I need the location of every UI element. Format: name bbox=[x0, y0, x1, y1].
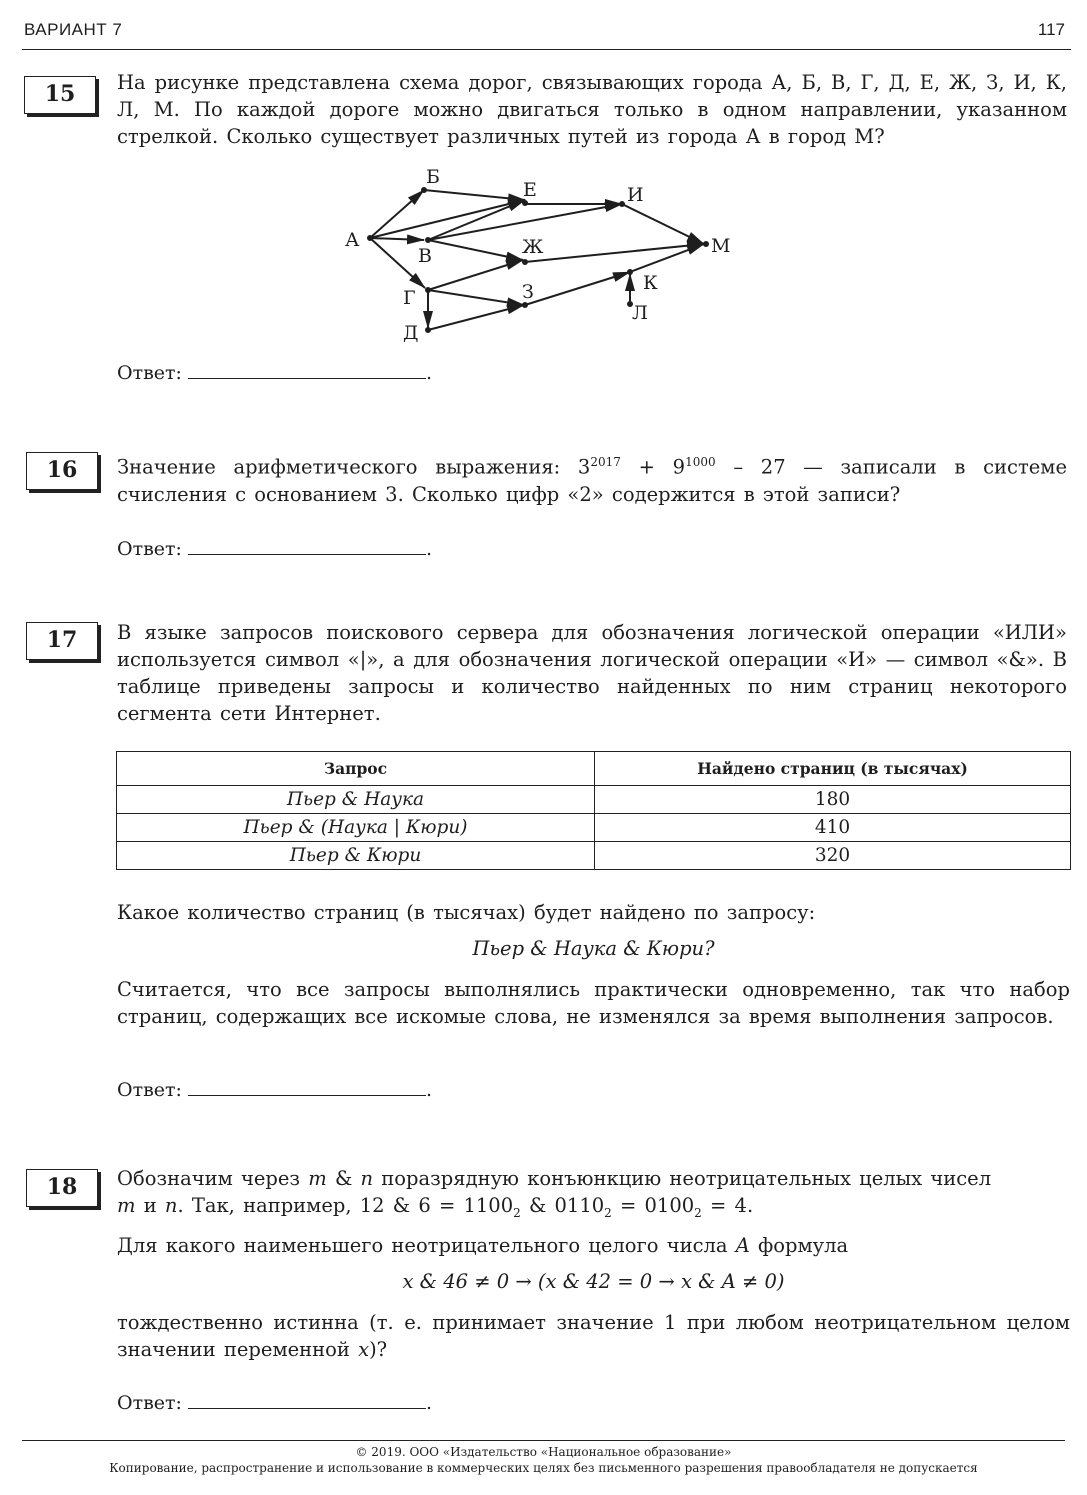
node-e-label: Е bbox=[523, 179, 537, 201]
question-17-prompt: Какое количество страниц (в тысячах) будет найдено по запросу: bbox=[117, 901, 816, 924]
question-16-number: 16 bbox=[26, 452, 98, 490]
header-divider bbox=[22, 49, 1071, 50]
query-table bbox=[116, 751, 1071, 870]
node-m-label: М bbox=[711, 235, 731, 257]
edge-zh-m bbox=[525, 244, 704, 262]
table-header-pages: Найдено страниц (в тысячах) bbox=[595, 752, 1071, 786]
node-a-dot bbox=[367, 235, 373, 241]
question-17-query: Пьер & Наука & Кюри? bbox=[472, 937, 715, 960]
node-v-dot bbox=[425, 237, 431, 243]
node-g-dot bbox=[425, 287, 431, 293]
node-i-dot bbox=[619, 201, 625, 207]
node-l-label: Л bbox=[632, 302, 648, 324]
road-graph-diagram bbox=[330, 160, 760, 350]
answer-17-line[interactable] bbox=[188, 1077, 426, 1096]
question-16-text: Значение арифметического выражения: $3^{2017} + 9^{1000} - 27$ — записали в системе счисления с основанием 3. Сколько цифр «2» содержится в этой записи? bbox=[117, 455, 1067, 506]
question-18-number: 18 bbox=[26, 1169, 98, 1207]
page-number: 117 bbox=[1037, 20, 1065, 39]
table-cell-pages: 320 bbox=[595, 842, 1071, 870]
answer-16-line[interactable] bbox=[188, 536, 426, 555]
node-g-label: Г bbox=[403, 287, 416, 309]
node-d-dot bbox=[425, 327, 431, 333]
answer-label: Ответ: bbox=[117, 538, 182, 560]
node-m-dot bbox=[703, 241, 709, 247]
table-cell-query: Пьер & Наука bbox=[117, 786, 595, 814]
node-a-label: А bbox=[345, 229, 360, 251]
node-zh-dot bbox=[522, 259, 528, 265]
answer-18-line[interactable] bbox=[188, 1390, 426, 1409]
variant-label: ВАРИАНТ 7 bbox=[24, 20, 123, 39]
question-18-tail: тождественно истинна (т. е. принимает значение 1 при любом неотрицательном целом значении переменной x)? bbox=[117, 1311, 1070, 1361]
answer-15-line[interactable] bbox=[188, 360, 426, 379]
question-15-number: 15 bbox=[24, 76, 96, 114]
node-z-label: З bbox=[522, 281, 534, 303]
answer-18: Ответ: . bbox=[117, 1392, 432, 1414]
question-17-note: Считается, что все запросы выполнялись практически одновременно, так что набор страниц, содержащих все искомые слова, не изменялся за время выполнения запросов. bbox=[117, 978, 1070, 1028]
answer-17: Ответ: . bbox=[117, 1079, 432, 1101]
question-17-number: 17 bbox=[26, 622, 98, 660]
node-k-dot bbox=[627, 269, 633, 275]
table-header-row bbox=[117, 752, 1071, 786]
edge-a-v bbox=[370, 238, 424, 240]
edge-v-zh bbox=[428, 240, 523, 260]
footer-notice: Копирование, распространение и использование в коммерческих целях без письменного разрешения правообладателя не допускается bbox=[109, 1461, 978, 1475]
question-18-formula: x & 46 ≠ 0 → (x & 42 = 0 → x & A ≠ 0) bbox=[402, 1270, 785, 1293]
edge-v-i bbox=[428, 204, 622, 240]
node-b-label: Б bbox=[426, 166, 440, 188]
edge-z-k bbox=[525, 272, 630, 305]
table-row bbox=[117, 786, 1071, 814]
table-row bbox=[117, 814, 1071, 842]
node-k-label: К bbox=[643, 272, 658, 294]
table-cell-query: Пьер & Кюри bbox=[117, 842, 595, 870]
answer-label: Ответ: bbox=[117, 1392, 182, 1414]
node-zh-label: Ж bbox=[522, 236, 544, 258]
answer-label: Ответ: bbox=[117, 1079, 182, 1101]
table-cell-pages: 410 bbox=[595, 814, 1071, 842]
edge-i-m bbox=[622, 204, 704, 244]
answer-15: Ответ: . bbox=[117, 362, 432, 384]
question-18-prompt: Для какого наименьшего неотрицательного целого числа A формула bbox=[117, 1234, 849, 1257]
answer-16: Ответ: . bbox=[117, 538, 432, 560]
footer-copyright: © 2019. ООО «Издательство «Национальное образование» bbox=[355, 1445, 732, 1459]
edge-g-z bbox=[428, 290, 524, 305]
edge-a-g bbox=[370, 238, 425, 288]
footer-divider bbox=[22, 1440, 1065, 1441]
node-d-label: Д bbox=[403, 322, 419, 344]
node-i-label: И bbox=[627, 184, 644, 206]
edge-g-zh bbox=[428, 260, 523, 290]
answer-label: Ответ: bbox=[117, 362, 182, 384]
node-v-label: В bbox=[418, 245, 432, 267]
edge-d-z bbox=[428, 305, 524, 330]
table-cell-query: Пьер & (Наука | Кюри) bbox=[117, 814, 595, 842]
table-row bbox=[117, 842, 1071, 870]
table-cell-pages: 180 bbox=[595, 786, 1071, 814]
question-18-definition: Обозначим через m & n поразрядную конъюнкцию неотрицательных целых чисел m и n. Так, например, 12 & $6 = 1100_2$ & $0110_2 = 0100_2 = 4$. bbox=[117, 1167, 992, 1220]
question-15-text: На рисунке представлена схема дорог, связывающих города А, Б, В, Г, Д, Е, Ж, З, И, К, Л, М. По каждой дороге можно двигаться только в одном направлении, указанном стрелкой. Сколько существует различных путей из города А в город М? bbox=[117, 71, 1067, 148]
edge-b-e bbox=[424, 190, 525, 200]
question-17-text: В языке запросов поискового сервера для обозначения логической операции «ИЛИ» используется символ «|», а для обозначения логической операции «И» — символ «&». В таблице приведены запросы и количество найденных по ним страниц некоторого сегмента сети Интернет. bbox=[117, 621, 1067, 725]
table-header-query: Запрос bbox=[117, 752, 595, 786]
